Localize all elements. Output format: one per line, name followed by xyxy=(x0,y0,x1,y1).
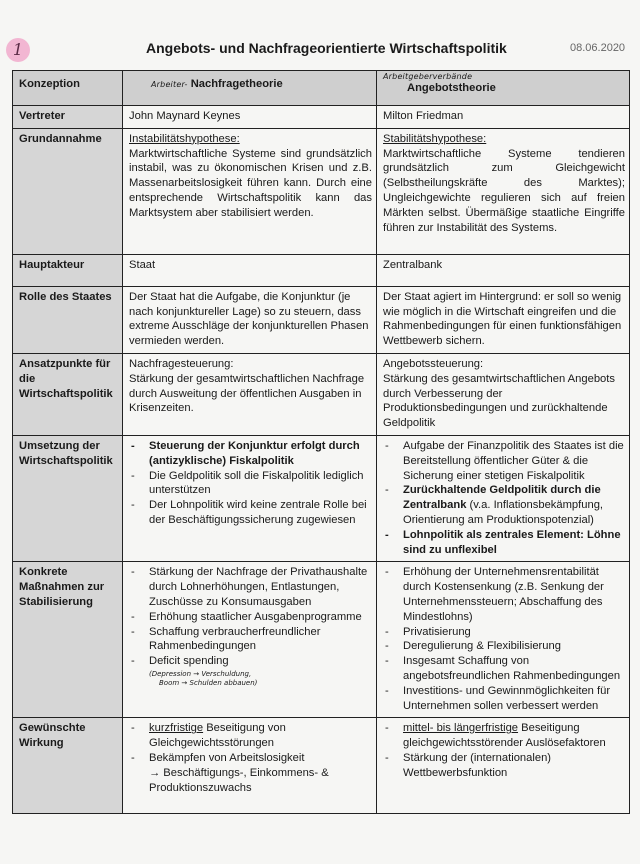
table-row xyxy=(13,106,630,129)
cell-nachfrage xyxy=(123,353,377,435)
document-title: Angebots- und Nachfrageorientierte Wirtschaftspolitik xyxy=(146,40,507,56)
header-konzeption: Konzeption xyxy=(13,71,123,106)
cell-nachfrage xyxy=(123,718,377,814)
underlined-text: mittel- bis längerfristige xyxy=(403,722,519,735)
row-label: Gewünschte Wirkung xyxy=(13,718,123,814)
table-row xyxy=(13,254,630,286)
list-item: - Stärkung der Nachfrage der Privathaushalte durch Lohnerhöhungen, Entlastungen, Zuschüsse zu Konsumausgaben xyxy=(129,565,372,609)
cell-heading: Stabilitätshypothese: xyxy=(383,132,487,145)
bullet-list xyxy=(129,439,372,528)
underlined-text: kurzfristige xyxy=(149,722,204,735)
bullet-list xyxy=(383,565,625,713)
table-row xyxy=(13,562,630,718)
handwritten-note: (Depression → Verschuldung, xyxy=(149,669,252,678)
list-item xyxy=(129,751,372,795)
list-item: - Erhöhung der Unternehmensrentabilität durch Kostensenkung (z.B. Senkung der Unternehmenssteuern; Abschaffung des Mindestlohns) xyxy=(383,565,625,624)
cell-nachfrage xyxy=(123,435,377,561)
cell-nachfrage: Der Staat hat die Aufgabe, die Konjunktur (je nach konjunktureller Lage) so zu steuern, dass extreme Ausschläge der konjunkturellen Phasen vermieden werden. xyxy=(123,286,377,353)
cell-angebot: Milton Friedman xyxy=(377,106,630,129)
table-header-row xyxy=(13,71,630,106)
cell-text: Stärkung des gesamtwirtschaftlichen Angebots durch Verbesserung der Produktionsbedingungen und zurückhaltende Geldpolitik xyxy=(383,372,615,430)
list-item-text: Deficit spending xyxy=(149,655,229,668)
table-row xyxy=(13,128,630,254)
list-item: - Schaffung verbraucherfreundlicher Rahmenbedingungen xyxy=(129,625,372,655)
bullet-list xyxy=(129,565,372,687)
plain-text: Beseitigung von Gleichgewichtsstörungen xyxy=(149,722,286,750)
cell-angebot xyxy=(377,562,630,718)
list-item: - Erhöhung staatlicher Ausgabenprogramme xyxy=(129,610,372,625)
cell-heading: Angebotssteuerung: xyxy=(383,357,484,370)
list-item: - Deregulierung & Flexibilisierung xyxy=(383,639,625,654)
bold-text: Zurückhaltende Geldpolitik durch die Zentralbank xyxy=(403,484,601,512)
list-item: - Stärkung der (internationalen) Wettbewerbsfunktion xyxy=(383,751,625,781)
bullet-list xyxy=(129,721,372,795)
plain-text: Beseitigung gleichgewichtsstörender Auslösefaktoren xyxy=(403,722,606,750)
list-item: - Steuerung der Konjunktur erfolgt durch (antizyklische) Fiskalpolitik xyxy=(129,439,372,469)
cell-angebot xyxy=(377,435,630,561)
row-label: Konkrete Maßnahmen zur Stabilisierung xyxy=(13,562,123,718)
list-item: - Privatisierung xyxy=(383,625,625,640)
table-row xyxy=(13,353,630,435)
cell-angebot: Der Staat agiert im Hintergrund: er soll so wenig wie möglich in die Wirtschaft eingreifen und die Rahmenbedingungen für einen funktionsfähigen Wettbewerb sichern. xyxy=(377,286,630,353)
table-row xyxy=(13,718,630,814)
header-angebot-label: Angebotstheorie xyxy=(407,82,496,94)
cell-nachfrage xyxy=(123,128,377,254)
cell-text: Marktwirtschaftliche Systeme tendieren grundsätzlich zum Gleichgewicht (Selbstheilungskräfte des Marktes); Ungleichgewichte regulieren sich auf freien Märkten selbst. Übermäßige staatliche Eingriffe führen zur Instabilität des Systems. xyxy=(383,147,625,234)
cell-angebot xyxy=(377,353,630,435)
list-item: - Insgesamt Schaffung von angebotsfreundlichen Rahmenbedingungen xyxy=(383,654,625,684)
bullet-list xyxy=(383,721,625,780)
comparison-table xyxy=(12,70,630,814)
table-row xyxy=(13,286,630,353)
cell-text: Stärkung der gesamtwirtschaftlichen Nachfrage durch Ausweitung der öffentlichen Ausgaben in Krisenzeiten. xyxy=(129,372,365,415)
row-label: Vertreter xyxy=(13,106,123,129)
cell-nachfrage: John Maynard Keynes xyxy=(123,106,377,129)
row-label: Umsetzung der Wirtschaftspolitik xyxy=(13,435,123,561)
cell-heading: Nachfragesteuerung: xyxy=(129,357,234,370)
handwritten-note-arbeiter: Arbeiter- xyxy=(151,80,188,89)
list-item: - Investitions- und Gewinnmöglichkeiten für Unternehmen sollen verbessert werden xyxy=(383,684,625,714)
cell-angebot xyxy=(377,718,630,814)
cell-nachfrage xyxy=(123,562,377,718)
table-row xyxy=(13,435,630,561)
list-item xyxy=(383,483,625,527)
bullet-list xyxy=(383,439,625,557)
page-number-badge: 1 xyxy=(6,38,30,62)
arrow-text: → Beschäftigungs-, Einkommens- & Produktionszuwachs xyxy=(149,766,329,794)
row-label: Grundannahme xyxy=(13,128,123,254)
row-label: Ansatzpunkte für die Wirtschaftspolitik xyxy=(13,353,123,435)
row-label: Hauptakteur xyxy=(13,254,123,286)
header-nachfragetheorie xyxy=(123,71,377,106)
header-nachfrage-label: Nachfragetheorie xyxy=(190,78,283,90)
cell-angebot: Zentralbank xyxy=(377,254,630,286)
cell-nachfrage: Staat xyxy=(123,254,377,286)
header-angebotstheorie xyxy=(377,71,630,106)
cell-angebot xyxy=(377,128,630,254)
list-item: - Lohnpolitik als zentrales Element: Löhne sind zu unflexibel xyxy=(383,528,625,558)
document-date: 08.06.2020 xyxy=(570,42,626,54)
handwritten-note-arbeitgeber: Arbeitgeberverbände xyxy=(383,72,473,81)
handwritten-note: Boom → Schulden abbauen) xyxy=(159,678,258,687)
list-item xyxy=(129,721,372,751)
cell-text: Marktwirtschaftliche Systeme sind grundsätzlich instabil, was zu ökonomischen Krisen und z.B. Massenarbeitslosigkeit führen kann. Durch eine entsprechende Wirtschaftspolitik kann das Marktsystem aber stabilisiert werden. xyxy=(129,147,372,219)
list-item xyxy=(383,721,625,751)
list-item: - Aufgabe der Finanzpolitik des Staates ist die Bereitstellung öffentlicher Güter & die Sicherung einer stetigen Fiskalpolitik xyxy=(383,439,625,483)
list-item xyxy=(129,654,372,687)
list-item-text: - Bekämpfen von Arbeitslosigkeit xyxy=(149,751,305,764)
cell-heading: Instabilitätshypothese: xyxy=(129,132,240,145)
row-label: Rolle des Staates xyxy=(13,286,123,353)
plain-text: (v.a. Inflationsbekämpfung, Orientierung am Produktionspotenzial) xyxy=(403,499,604,526)
list-item: - Der Lohnpolitik wird keine zentrale Rolle bei der Beschäftigungssicherung zugewiesen xyxy=(129,498,372,528)
list-item: - Die Geldpolitik soll die Fiskalpolitik lediglich unterstützen xyxy=(129,469,372,499)
